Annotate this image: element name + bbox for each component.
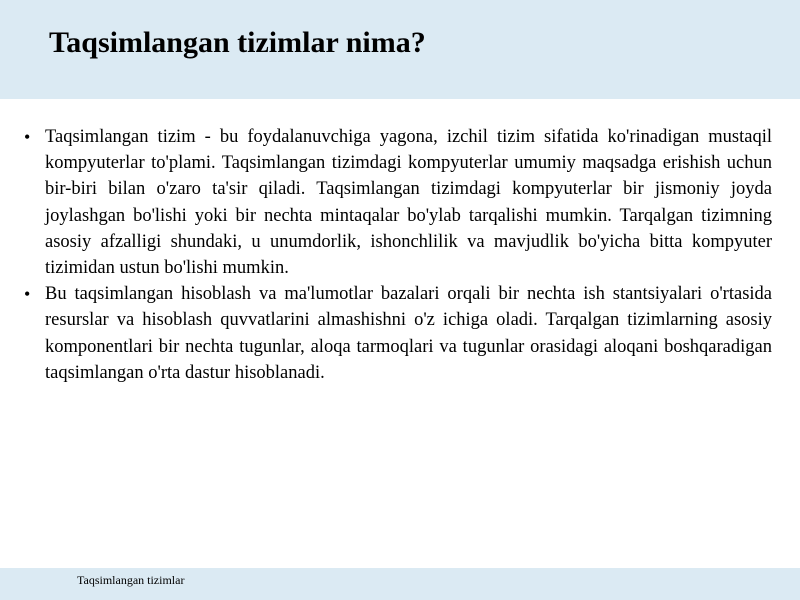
bullet-item <box>24 124 772 281</box>
bullet-item <box>24 281 772 386</box>
bullet-dot-icon: • <box>24 284 31 305</box>
bullet-dot-icon: • <box>24 127 31 147</box>
bullet-list <box>24 124 772 386</box>
footer-text: Taqsimlangan tizimlar <box>77 573 185 587</box>
slide-title: Taqsimlangan tizimlar nima? <box>49 26 426 59</box>
bullet-text: Bu taqsimlangan hisoblash va ma'lumotlar bazalari orqali bir nechta ish stantsiyalari o'rtasida resurslar va hisoblash quvvatlarini almashishni o'z ichiga oladi. Tarqalgan tizimlarning asosiy komponentlari bir nechta tugunlar, aloqa tarmoqlari va tugunlar orasidagi aloqani boshqaradigan taqsimlangan o'rta dastur hisoblanadi. <box>45 284 772 383</box>
bullet-text: Taqsimlangan tizim - bu foydalanuvchiga yagona, izchil tizim sifatida ko'rinadigan mustaqil kompyuterlar to'plami. Taqsimlangan tizimdagi kompyuterlar umumiy maqsadga erishish uchun bir-biri bilan o'zaro ta'sir qiladi. Taqsimlangan tizimdagi kompyuterlar bir jismoniy joyda joylashgan bo'lishi yoki bir nechta mintaqalar bo'ylab tarqalishi mumkin. Tarqalgan tizimning asosiy afzalligi shundaki, u unumdorlik, ishonchlilik va mavjudlik bo'yicha bitta kompyuter tizimidan ustun bo'lishi mumkin. <box>45 127 772 279</box>
